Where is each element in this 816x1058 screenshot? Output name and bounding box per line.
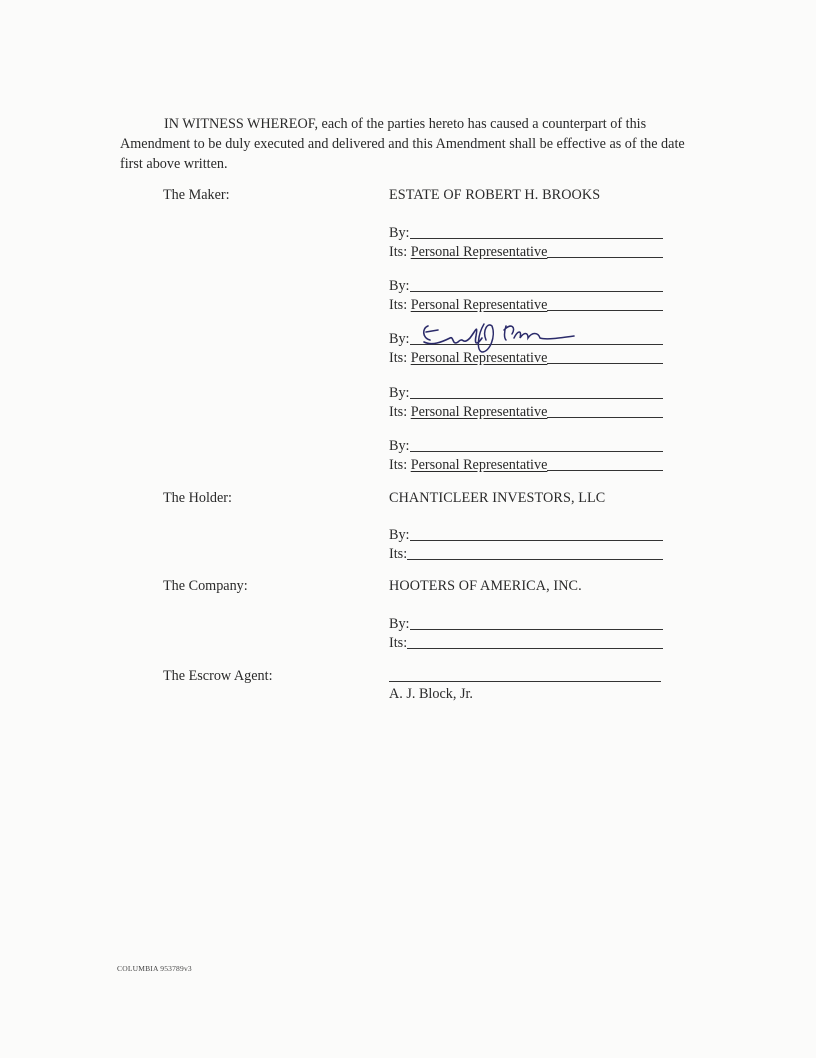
company-entity: HOOTERS OF AMERICA, INC. bbox=[389, 578, 582, 594]
escrow-signature-line bbox=[389, 681, 661, 682]
its-title: Personal Representative bbox=[410, 457, 548, 473]
signature-line bbox=[410, 526, 664, 541]
by-line bbox=[389, 223, 663, 242]
its-line bbox=[389, 544, 663, 563]
its-label: Its: bbox=[389, 244, 408, 260]
maker-signature-block-2 bbox=[389, 276, 663, 314]
maker-signature-block-5 bbox=[389, 436, 663, 474]
holder-signature-block bbox=[389, 525, 663, 563]
holder-entity: CHANTICLEER INVESTORS, LLC bbox=[389, 490, 606, 506]
escrow-name: A. J. Block, Jr. bbox=[389, 686, 473, 702]
by-label: By: bbox=[389, 225, 410, 241]
its-fill-line bbox=[547, 403, 663, 418]
by-line bbox=[389, 383, 663, 402]
escrow-label: The Escrow Agent: bbox=[163, 668, 273, 684]
its-label: Its: bbox=[389, 297, 408, 313]
by-label: By: bbox=[389, 331, 410, 347]
holder-label: The Holder: bbox=[163, 490, 232, 506]
maker-signature-block-4 bbox=[389, 383, 663, 421]
maker-signature-block-1 bbox=[389, 223, 663, 261]
by-label: By: bbox=[389, 438, 410, 454]
company-label: The Company: bbox=[163, 578, 248, 594]
its-title: Personal Representative bbox=[410, 297, 548, 313]
its-fill-line bbox=[407, 634, 663, 649]
its-line bbox=[389, 242, 663, 261]
its-line bbox=[389, 455, 663, 474]
by-line bbox=[389, 436, 663, 455]
by-label: By: bbox=[389, 527, 410, 543]
witness-paragraph bbox=[120, 114, 700, 174]
its-title: Personal Representative bbox=[410, 350, 548, 366]
its-fill-line bbox=[407, 545, 663, 560]
by-label: By: bbox=[389, 616, 410, 632]
signature-line bbox=[410, 277, 664, 292]
by-line bbox=[389, 276, 663, 295]
signature-line bbox=[410, 437, 664, 452]
document-code: COLUMBIA 953789v3 bbox=[117, 964, 192, 973]
its-label: Its: bbox=[389, 635, 408, 651]
maker-label: The Maker: bbox=[163, 187, 230, 203]
its-line bbox=[389, 295, 663, 314]
its-title: Personal Representative bbox=[410, 244, 548, 260]
its-line bbox=[389, 633, 663, 652]
its-line bbox=[389, 402, 663, 421]
signature-line bbox=[410, 615, 664, 630]
its-label: Its: bbox=[389, 546, 408, 562]
by-line bbox=[389, 614, 663, 633]
by-line bbox=[389, 525, 663, 544]
by-label: By: bbox=[389, 385, 410, 401]
its-label: Its: bbox=[389, 404, 408, 420]
company-signature-block bbox=[389, 614, 663, 652]
handwritten-signature bbox=[420, 316, 580, 366]
its-label: Its: bbox=[389, 350, 408, 366]
signature-line bbox=[410, 384, 664, 399]
by-label: By: bbox=[389, 278, 410, 294]
its-label: Its: bbox=[389, 457, 408, 473]
its-fill-line bbox=[547, 243, 663, 258]
maker-entity: ESTATE OF ROBERT H. BROOKS bbox=[389, 187, 601, 203]
its-fill-line bbox=[547, 456, 663, 471]
signature-line bbox=[410, 224, 664, 239]
its-fill-line bbox=[547, 296, 663, 311]
witness-text: IN WITNESS WHEREOF, each of the parties hereto has caused a counterpart of this Amendment to be duly executed and delivered and this Amendment shall be effective as of the date first above written. bbox=[120, 116, 685, 172]
its-title: Personal Representative bbox=[410, 404, 548, 420]
